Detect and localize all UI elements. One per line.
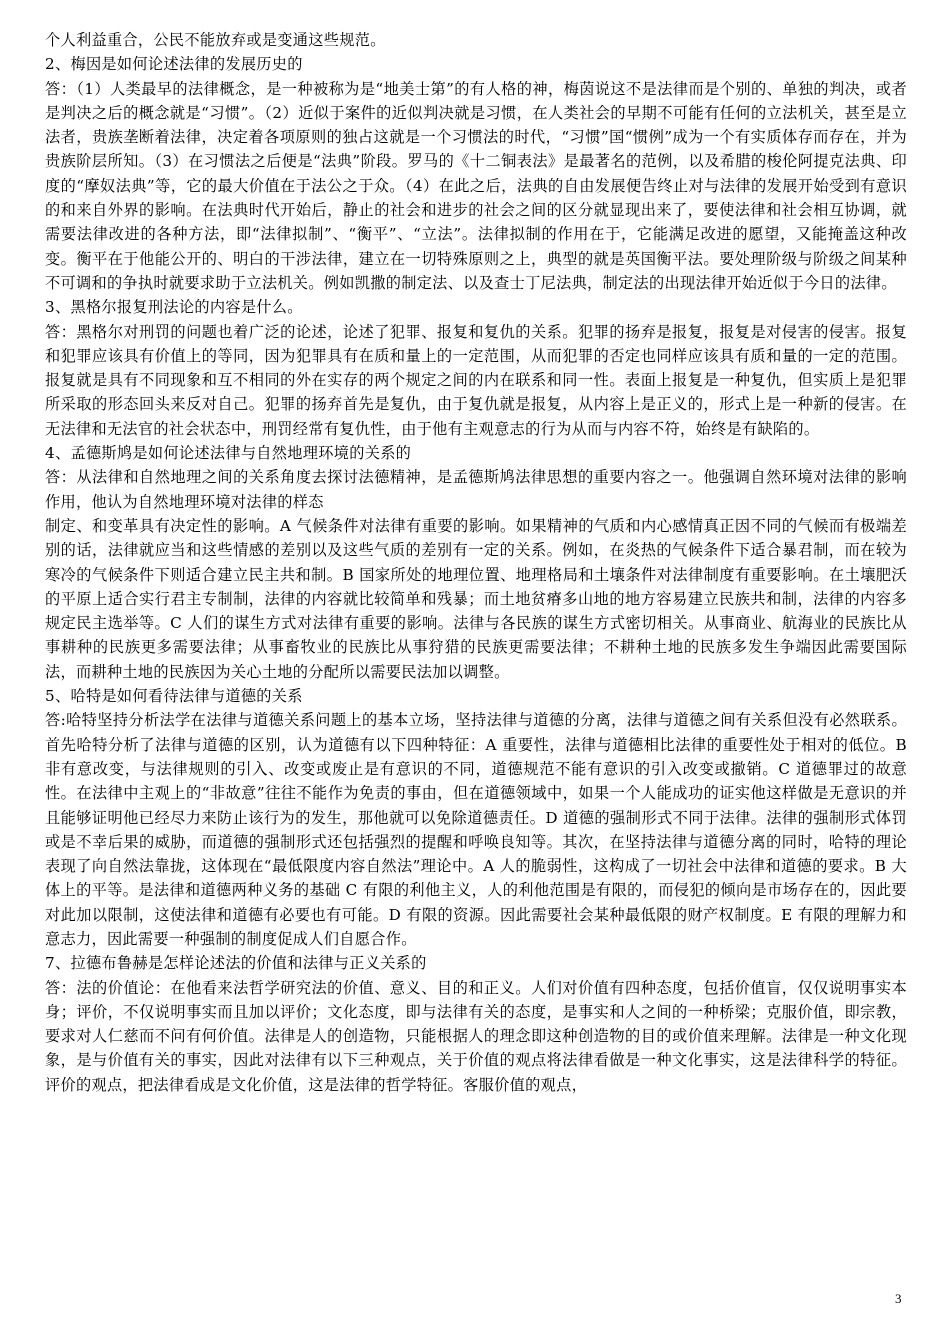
- question-heading-7: 7、拉德布鲁赫是怎样论述法的价值和法律与正义关系的: [45, 954, 427, 973]
- answer-paragraph-3: 答：黑格尔对刑罚的问题也着广泛的论述，论述了犯罪、报复和复仇的关系。犯罪的扬弃是报复，报复是对侵害的侵害。报复和犯罪应该具有价值上的等同，因为犯罪具有在质和量上的一定范围，从而犯罪的否定也同样应该具有质和量的一定的范围。报复就是具有不同现象和互不相同的外在实存的两个规定之间的内在联系和同一性。表面上报复是一种复仇，但实质上是犯罪所采取的形态回头来反对自己。犯罪的扬弃首先是复仇，由于复仇就是报复，从内容上是正义的，形式上是一种新的侵害。在无法律和无法官的社会状态中，刑罚经常有复仇性，由于他有主观意志的行为从而与内容不符，始终是有缺陷的。: [45, 322, 907, 438]
- question-heading-4: 4、孟德斯鸠是如何论述法律与自然地理环境的关系的: [45, 444, 412, 463]
- answer-paragraph-4-part-1: 答：从法律和自然地理之间的关系角度去探讨法德精神，是孟德斯鸠法律思想的重要内容之一。他强调自然环境对法律的影响作用，他认为自然地理环境对法律的样态: [45, 468, 907, 511]
- page-number: 3: [895, 1291, 902, 1306]
- question-heading-2: 2、梅因是如何论述法律的发展历史的: [45, 55, 303, 74]
- answer-paragraph-2: 答：（1）人类最早的法律概念，是一种被称为是“地美士第”的有人格的神，梅茵说这不是法律而是个别的、单独的判决，或者是判决之后的概念就是“习惯”。（2）近似于案件的近似判决就是习惯，在人类社会的早期不可能有任何的立法机关，甚至是立法者，贵族垄断着法律，决定着各项原则的独占这就是一个习惯法的时代，“习惯”国“惯例”成为一个有实质体存而存在，并为贵族阶层所知。（3）在习惯法之后便是“法典”阶段。罗马的《十二铜表法》是最著名的范例，以及希腊的梭伦阿提克法典、印度的“摩奴法典”等，它的最大价值在于法公之于众。（4）在此之后，法典的自由发展便告终止对与法律的发展开始受到有意识的和来自外界的影响。在法典时代开始后，静止的社会和进步的社会之间的区分就显现出来了，要使法律和社会相互协调，就需要法律改进的各种方法，即“法律拟制”、“衡平”、“立法”。法律拟制的作用在于，它能满足改进的愿望，又能掩盖这种改变。衡平在于他能公开的、明白的干涉法律，建立在一切特殊原则之上，典型的就是英国衡平法。要处理阶级与阶级之间某种不可调和的争执时就要求助于立法机关。例如凯撒的制定法、以及查士丁尼法典，制定法的出现法律开始近似于今日的法律。: [45, 79, 907, 292]
- answer-paragraph-7: 答：法的价值论：在他看来法哲学研究法的价值、意义、目的和正义。人们对价值有四种态度，包括价值盲，仅仅说明事实本身；评价，不仅说明事实而且加以评价；文化态度，即与法律有关的态度，是事实和人之间的一种桥梁；克服价值，即宗教，要求对人仁慈而不问有何价值。法律是人的创造物，只能根据人的理念即这种创造物的目的或价值来理解。法律是一种文化现象，是与价值有关的事实，因此对法律有以下三种观点，关于价值的观点将法律看做是一种文化事实，这是法律科学的特征。评价的观点，把法律看成是文化价值，这是法律的哲学特征。客服价值的观点，: [45, 978, 907, 1094]
- paragraph-continuation: 个人利益重合，公民不能放弃或是变通这些规范。: [45, 31, 386, 49]
- answer-paragraph-4-part-2: 制定、和变革具有决定性的影响。A 气候条件对法律有重要的影响。如果精神的气质和内心感情真正因不同的气候而有极端差别的话，法律就应当和这些情感的差别以及这些气质的差别有一定的关系。例如，在炎热的气候条件下适合暴君制，而在较为寒冷的气候条件下则适合建立民主共和制。B 国家所处的地理位置、地理格局和土壤条件对法律制度有重要影响。在土壤肥沃的平原上适合实行君主专制制，法律的内容就比较简单和残暴；而土地贫瘠多山地的地方容易建立民族共和制，法律的内容多规定民主选举等。C 人们的谋生方式对法律有重要的影响。法律与各民族的谋生方式密切相关。从事商业、航海业的民族比从事耕种的民族更多需要法律；从事畜牧业的民族比从事狩猎的民族更需要法律；不耕种土地的民族多发生争端因此需要国际法，而耕种土地的民族因为关心土地的分配所以需要民法加以调整。: [45, 516, 907, 681]
- question-heading-5: 5、哈特是如何看待法律与道德的关系: [45, 687, 303, 706]
- question-heading-3: 3、黑格尔报复刑法论的内容是什么。: [45, 298, 303, 317]
- document-body: [45, 28, 907, 1097]
- answer-paragraph-5: 答:哈特坚持分析法学在法律与道德关系问题上的基本立场，坚持法律与道德的分离，法律与道德之间有关系但没有必然联系。首先哈特分析了法律与道德的区别，认为道德有以下四种特征：A 重要性，法律与道德相比法律的重要性处于相对的低位。B 非有意改变，与法律规则的引入、改变或废止是有意识的不同，道德规范不能有意识的引入改变或撤销。C 道德罪过的故意性。在法律中主观上的“非故意”往往不能作为免责的事由，但在道德领域中，如果一个人能成功的证实他这样做是无意识的并且能够证明他已经尽力来防止该行为的发生，那他就可以免除道德责任。D 道德的强制形式不同于法律。法律的强制形式体罚或是不幸后果的威胁，而道德的强制形式还包括强烈的提醒和呼唤良知等。其次，在坚持法律与道德分离的同时，哈特的理论表现了向自然法靠拢，这体现在“最低限度内容自然法”理论中。A 人的脆弱性，这构成了一切社会中法律和道德的要求。B 大体上的平等。是法律和道德两种义务的基础 C 有限的利他主义，人的利他范围是有限的，而侵犯的倾向是市场存在的，因此要对此加以限制，这使法律和道德有必要也有可能。D 有限的资源。因此需要社会某种最低限的财产权制度。E 有限的理解力和意志力，因此需要一种强制的制度促成人们自愿合作。: [45, 711, 907, 948]
